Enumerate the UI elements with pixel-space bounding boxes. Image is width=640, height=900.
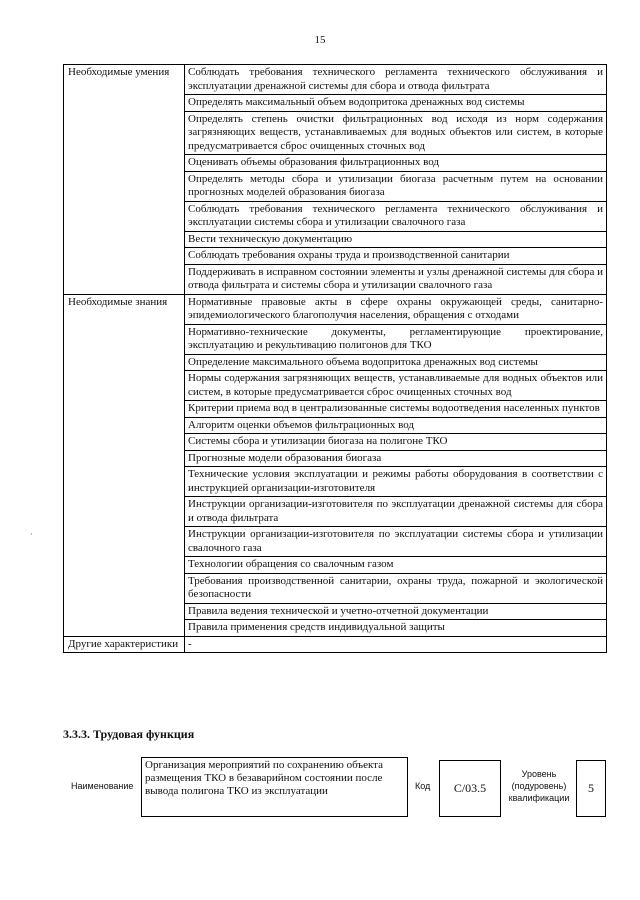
knowledge-item: Инструкции организации-изготовителя по эксплуатации дренажной системы для сбора и отвода фильтрата bbox=[185, 497, 607, 527]
name-label: Наименование bbox=[71, 781, 134, 791]
knowledge-item: Правила применения средств индивидуальной защиты bbox=[185, 620, 607, 637]
skills-item: Определять максимальный объем водопритока дренажных вод системы bbox=[185, 95, 607, 112]
knowledge-item: Определение максимального объема водопритока дренажных вод системы bbox=[185, 354, 607, 371]
skills-item: Соблюдать требования охраны труда и производственной санитарии bbox=[185, 248, 607, 265]
knowledge-item: Системы сбора и утилизации биогаза на полигоне ТКО bbox=[185, 434, 607, 451]
level-value: 5 bbox=[576, 760, 606, 817]
knowledge-item: Алгоритм оценки объемов фильтрационных вод bbox=[185, 417, 607, 434]
knowledge-item: Требования производственной санитарии, охраны труда, пожарной и экологической безопасности bbox=[185, 573, 607, 603]
other-label: Другие характеристики bbox=[64, 636, 185, 653]
page-number: 15 bbox=[314, 34, 326, 46]
function-name-value: Организация мероприятий по сохранению объекта размещения ТКО в безаварийном состоянии после вывода полигона ТКО из эксплуатации bbox=[141, 757, 408, 817]
skills-item: Поддерживать в исправном состоянии элементы и узлы дренажной системы для сбора и отвода фильтрата и системы сбора и утилизации свалочного газа bbox=[185, 264, 607, 294]
knowledge-item: Критерии приема вод в централизованные системы водоотведения населенных пунктов bbox=[185, 401, 607, 418]
knowledge-item: Технические условия эксплуатации и режимы работы оборудования в соответствии с инструкцией организации-изготовителя bbox=[185, 467, 607, 497]
skills-item: Вести техническую документацию bbox=[185, 231, 607, 248]
requirements-table bbox=[63, 64, 607, 653]
skills-item: Соблюдать требования технического регламента технического обслуживания и эксплуатации системы сбора и утилизации свалочного газа bbox=[185, 201, 607, 231]
skills-item: Оценивать объемы образования фильтрационных вод bbox=[185, 155, 607, 172]
table-row bbox=[64, 294, 607, 324]
knowledge-item: Нормы содержания загрязняющих веществ, устанавливаемые для водных объектов или систем, в которые предусматривается сброс очищенных сточных вод bbox=[185, 371, 607, 401]
knowledge-item: Нормативные правовые акты в сфере охраны окружающей среды, санитарно-эпидемиологического благополучия населения, обращения с отходами bbox=[185, 294, 607, 324]
knowledge-item: Прогнозные модели образования биогаза bbox=[185, 450, 607, 467]
table-row bbox=[64, 636, 607, 653]
other-value: - bbox=[185, 636, 607, 653]
code-label: Код bbox=[415, 781, 431, 791]
skills-item: Соблюдать требования технического регламента технического обслуживания и эксплуатации дренажной системы для сбора и отвода фильтрата bbox=[185, 65, 607, 95]
skills-item: Определять методы сбора и утилизации биогаза расчетным путем на основании прогнозных моделей образования биогаза bbox=[185, 171, 607, 201]
knowledge-item: Технологии обращения со свалочным газом bbox=[185, 557, 607, 574]
scan-mark: · bbox=[30, 530, 33, 539]
knowledge-label: Необходимые знания bbox=[64, 294, 185, 636]
code-value: C/03.5 bbox=[439, 760, 501, 817]
skills-label: Необходимые умения bbox=[64, 65, 185, 295]
skills-item: Определять степень очистки фильтрационных вод исходя из норм содержания загрязняющих веществ, устанавливаемых для водных объектов или систем, в которые предусматривается сброс очищенных сточных вод bbox=[185, 111, 607, 155]
knowledge-item: Нормативно-технические документы, регламентирующие проектирование, эксплуатацию и рекультивацию полигонов для ТКО bbox=[185, 324, 607, 354]
knowledge-item: Правила ведения технической и учетно-отчетной документации bbox=[185, 603, 607, 620]
table-row bbox=[64, 65, 607, 95]
level-label: Уровень (подуровень) квалификации bbox=[508, 769, 570, 803]
knowledge-item: Инструкции организации-изготовителя по эксплуатации системы сбора и утилизации свалочного газа bbox=[185, 527, 607, 557]
section-heading: 3.3.3. Трудовая функция bbox=[63, 727, 195, 741]
